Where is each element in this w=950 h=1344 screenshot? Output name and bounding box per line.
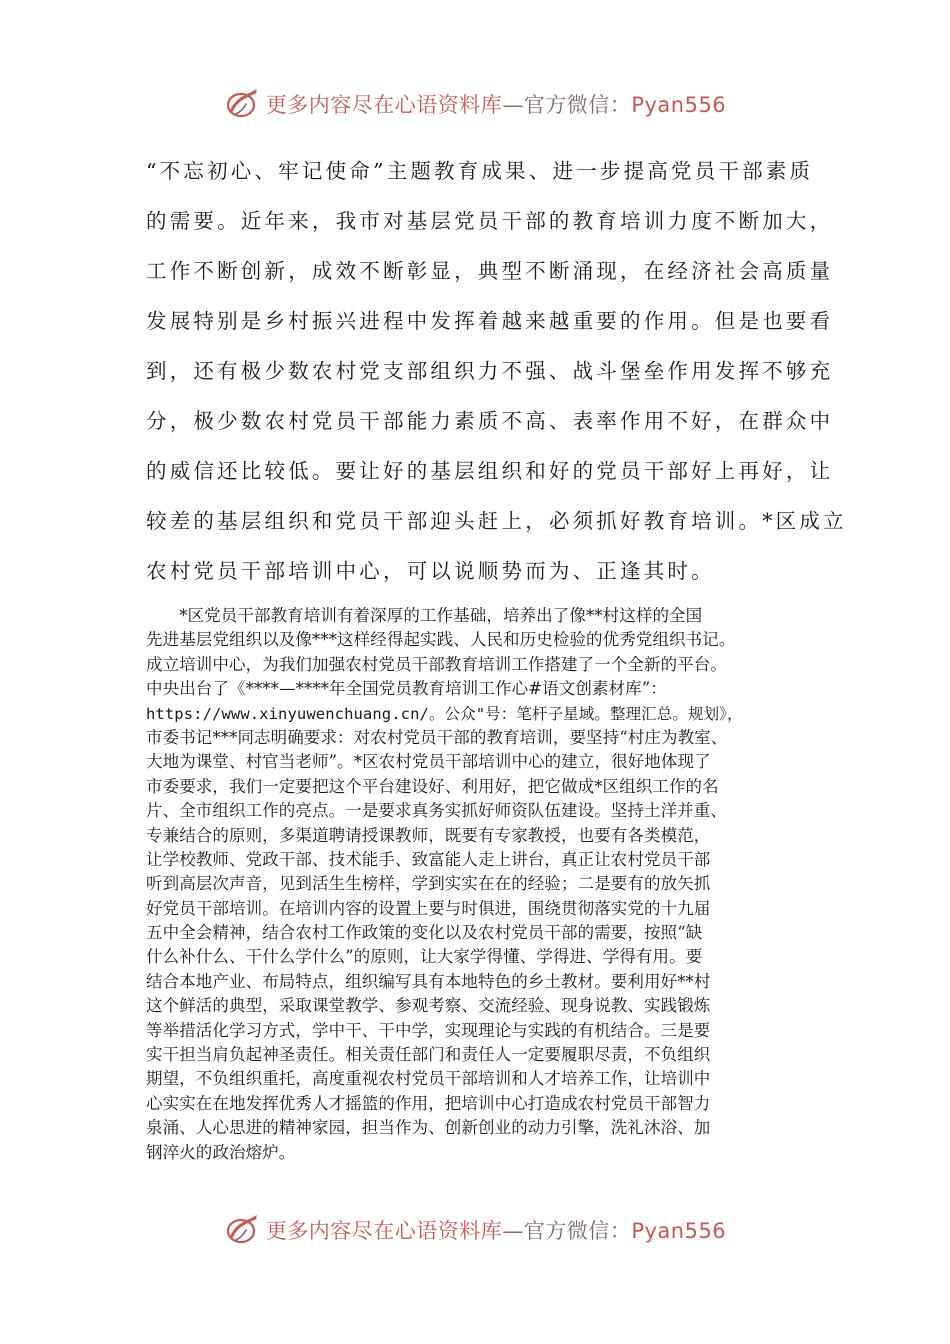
body-line: 这个鲜活的典型，采取课堂教学、参观考察、交流经验、现身说教、实践锻炼 xyxy=(146,996,711,1016)
header-banner-text xyxy=(266,89,726,119)
body-line: 心实实在在地发挥优秀人才摇篮的作用，把培训中心打造成农村党员干部智力 xyxy=(146,1093,711,1113)
body-line: 先进基层党组织以及像***这样经得起实践、人民和历史检验的优秀党组织书记。 xyxy=(146,630,736,650)
header-wechat-id: Pyan556 xyxy=(631,93,727,117)
body-line: 等举措活化学习方式，学中干、干中学，实现理论与实践的有机结合。三是要 xyxy=(146,1020,711,1040)
wide-line: 工作不断创新，成效不断彰显，典型不断涌现，在经济社会高质量 xyxy=(146,259,834,283)
header-wechat-label: 官方微信： xyxy=(523,93,632,117)
wide-line: 的威信还比较低。要让好的基层组织和好的党员干部好上再好，让 xyxy=(146,459,834,483)
body-paragraph xyxy=(146,604,806,1165)
footer-brand: 更多内容尽在心语资料库 xyxy=(265,1219,503,1243)
wide-line: 的需要。近年来，我市对基层党员干部的教育培训力度不断加大， xyxy=(146,209,834,233)
body-line: 什么补什么、干什么学什么”的原则，让大家学得懂、学得进、学得有用。要 xyxy=(146,947,703,967)
body-line: 成立培训中心，为我们加强农村党员干部教育培训工作搭建了一个全新的平台。 xyxy=(146,654,727,674)
body-line: 五中全会精神，结合农村工作政策的变化以及农村党员干部的需要，按照“缺 xyxy=(146,923,703,943)
wide-line: “不忘初心、牢记使命”主题教育成果、进一步提高党员干部素质 xyxy=(146,159,814,183)
body-line: 钢淬火的政治熔炉。 xyxy=(146,1142,296,1162)
footer-banner-text xyxy=(266,1215,726,1245)
wide-paragraph xyxy=(146,146,847,596)
pen-swirl-logo-icon xyxy=(224,1212,260,1248)
footer-wechat-label: 官方微信： xyxy=(523,1219,632,1243)
body-line: 大地为课堂、村官当老师”。*区农村党员干部培训中心的建立，很好地体现了 xyxy=(146,752,711,772)
body-line: 实干担当肩负起神圣责任。相关责任部门和责任人一定要履职尽责，不负组织 xyxy=(146,1045,711,1065)
wide-line: 发展特别是乡村振兴进程中发挥着越来越重要的作用。但是也要看 xyxy=(146,309,834,333)
wide-line: 到，还有极少数农村党支部组织力不强、战斗堡垒作用发挥不够充 xyxy=(146,359,834,383)
wide-line: 较差的基层组织和党员干部迎头赶上，必须抓好教育培训。*区成立 xyxy=(146,509,847,533)
body-line: 好党员干部培训。在培训内容的设置上要与时俱进，围绕贯彻落实党的十九届 xyxy=(146,898,711,918)
footer-banner xyxy=(0,1208,950,1252)
body-line: 市委要求，我们一定要把这个平台建设好、利用好，把它做成*区组织工作的名 xyxy=(146,776,719,796)
body-line: 泉涌、人心思进的精神家园，担当作为、创新创业的动力引擎，洗礼沐浴、加 xyxy=(146,1118,711,1138)
body-line: *区党员干部教育培训有着深厚的工作基础，培养出了像**村这样的全国 xyxy=(146,606,703,625)
body-line: 专兼结合的原则，多渠道聘请授课教师，既要有专家教授，也要有各类模范， xyxy=(146,825,711,845)
wide-line: 农村党员干部培训中心，可以说顺势而为、正逢其时。 xyxy=(146,559,715,583)
footer-dash: — xyxy=(502,1219,524,1243)
header-banner xyxy=(0,82,950,126)
body-line-url: https://www.xinyuwenchuang.cn/。公众"号：笔杆子星域。整理汇总。规划》， xyxy=(146,704,743,723)
header-brand: 更多内容尽在心语资料库 xyxy=(265,93,503,117)
header-dash: — xyxy=(502,93,524,117)
footer-wechat-id: Pyan556 xyxy=(631,1219,727,1243)
body-line: 片、全市组织工作的亮点。一是要求真务实抓好师资队伍建设。坚持土洋并重、 xyxy=(146,801,727,821)
body-line: 听到高层次声音，见到活生生榜样，学到实实在在的经验；二是要有的放矢抓 xyxy=(146,874,711,894)
pen-swirl-logo-icon xyxy=(224,86,260,122)
body-line: 期望，不负组织重托，高度重视农村党员干部培训和人才培养工作，让培训中 xyxy=(146,1069,711,1089)
body-line: 中央出台了《****—****年全国党员教育培训工作心#语文创素材库”： xyxy=(146,679,667,699)
body-line: 市委书记***同志明确要求：对农村党员干部的教育培训，要坚持“村庄为教室、 xyxy=(146,727,728,747)
body-line: 让学校教师、党政干部、技术能手、致富能人走上讲台，真正让农村党员干部 xyxy=(146,849,711,869)
wide-line: 分，极少数农村党员干部能力素质不高、表率作用不好，在群众中 xyxy=(146,409,834,433)
body-line: 结合本地产业、布局特点，组织编写具有本地特色的乡土教材。要利用好**村 xyxy=(146,971,711,991)
